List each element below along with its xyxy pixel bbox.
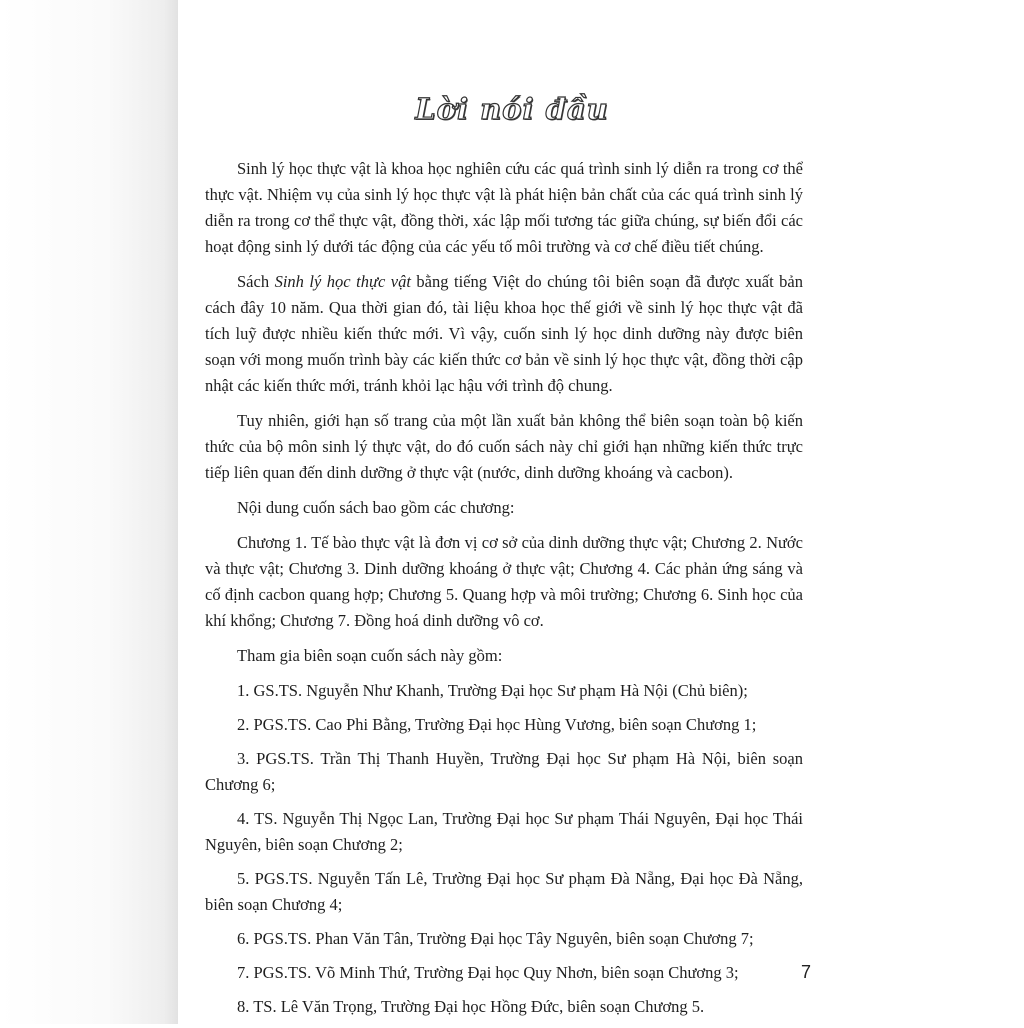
author-item-8: 8. TS. Lê Văn Trọng, Trường Đại học Hồng Đức, biên soạn Chương 5. — [237, 997, 705, 1016]
paragraph-2-prefix: Sách — [237, 272, 275, 291]
book-gutter-shadow — [0, 0, 178, 1024]
paragraph-5: Chương 1. Tế bào thực vật là đơn vị cơ sở của dinh dưỡng thực vật; Chương 2. Nước và thực vật; Chương 3. Dinh dưỡng khoáng ở thực vật; Chương 4. Các phản ứng sáng và cố định cacbon quang hợp; Chương 5. Quang hợp và môi trường; Chương 6. Sinh học của khí khổng; Chương 7. Đồng hoá dinh dưỡng vô cơ. — [205, 533, 803, 630]
author-item-6: 6. PGS.TS. Phan Văn Tân, Trường Đại học Tây Nguyên, biên soạn Chương 7; — [237, 929, 754, 948]
page-number: 7 — [801, 962, 812, 982]
paragraph-1: Sinh lý học thực vật là khoa học nghiên cứu các quá trình sinh lý diễn ra trong cơ thể thực vật. Nhiệm vụ của sinh lý học thực vật là phát hiện bản chất của các quá trình sinh lý diễn ra trong cơ thể thực vật, đồng thời, xác lập mối tương tác giữa chúng, sự biến đổi các hoạt động sinh lý dưới tác động của các yếu tố môi trường và cơ chế điều tiết chúng. — [205, 159, 803, 256]
paragraph-6: Tham gia biên soạn cuốn sách này gồm: — [237, 646, 503, 665]
author-item-2: 2. PGS.TS. Cao Phi Bằng, Trường Đại học Hùng Vương, biên soạn Chương 1; — [237, 715, 757, 734]
author-item-1: 1. GS.TS. Nguyễn Như Khanh, Trường Đại học Sư phạm Hà Nội (Chủ biên); — [237, 681, 748, 700]
author-item-3: 3. PGS.TS. Trần Thị Thanh Huyền, Trường Đại học Sư phạm Hà Nội, biên soạn Chương 6; — [205, 749, 803, 794]
preface-body — [205, 156, 803, 1028]
paragraph-3: Tuy nhiên, giới hạn số trang của một lần xuất bản không thể biên soạn toàn bộ kiến thức của bộ môn sinh lý thực vật, do đó cuốn sách này chỉ giới hạn những kiến thức trực tiếp liên quan đến dinh dưỡng ở thực vật (nước, dinh dưỡng khoáng và cacbon). — [205, 411, 803, 482]
paragraph-2 — [205, 269, 803, 399]
author-item-4: 4. TS. Nguyễn Thị Ngọc Lan, Trường Đại học Sư phạm Thái Nguyên, Đại học Thái Nguyên, biên soạn Chương 2; — [205, 809, 803, 854]
page-heading: Lời nói đầu — [415, 92, 609, 126]
paragraph-4: Nội dung cuốn sách bao gồm các chương: — [237, 498, 515, 517]
paragraph-2-rest: bằng tiếng Việt do chúng tôi biên soạn đã được xuất bản cách đây 10 năm. Qua thời gian đó, tài liệu khoa học thế giới về sinh lý học thực vật đã tích luỹ được nhiều kiến thức mới. Vì vậy, cuốn sinh lý học dinh dưỡng này được biên soạn với mong muốn trình bày các kiến thức cơ bản về sinh lý học thực vật, đồng thời cập nhật các kiến thức mới, tránh khỏi lạc hậu với trình độ chung. — [205, 272, 803, 395]
author-item-5: 5. PGS.TS. Nguyễn Tấn Lê, Trường Đại học Sư phạm Đà Nẵng, Đại học Đà Nẵng, biên soạn Chương 4; — [205, 869, 803, 914]
book-title: Sinh lý học thực vật — [274, 272, 411, 291]
author-item-7: 7. PGS.TS. Võ Minh Thứ, Trường Đại học Quy Nhơn, biên soạn Chương 3; — [237, 963, 739, 982]
